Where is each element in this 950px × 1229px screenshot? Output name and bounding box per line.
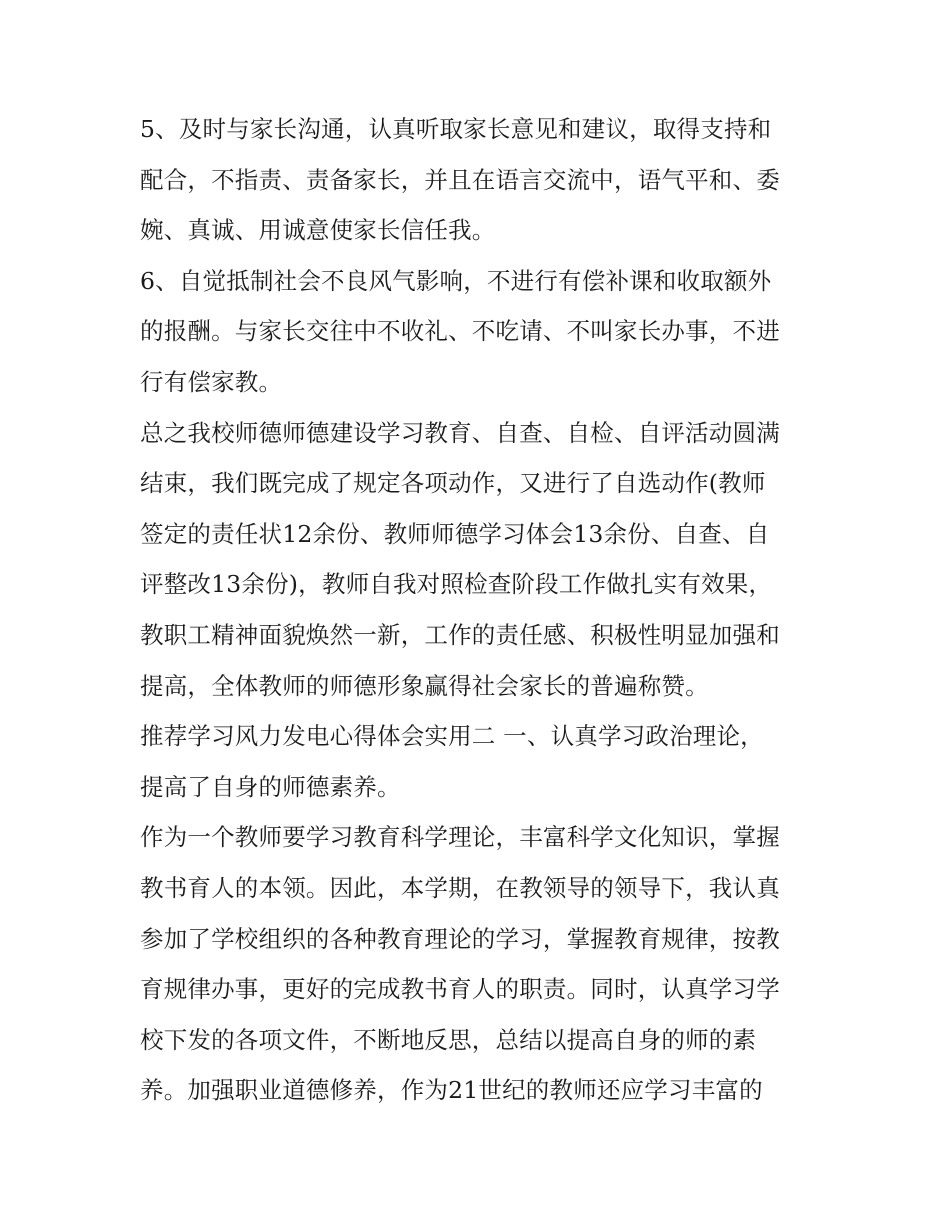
text-line: 教职工精神面貌焕然一新，工作的责任感、积极性明显加强和	[140, 620, 780, 649]
text-line: 参加了学校组织的各种教育理论的学习，掌握教育规律，按教	[140, 924, 780, 953]
text-line: 总之我校师德师德建设学习教育、自查、自检、自评活动圆满	[140, 418, 780, 447]
text-line: 结束，我们既完成了规定各项动作，又进行了自选动作(教师	[140, 469, 766, 498]
text-line: 提高了自身的师德素养。	[140, 772, 401, 801]
text-line: 6、自觉抵制社会不良风气影响，不进行有偿补课和收取额外	[140, 266, 772, 295]
text-line: 育规律办事，更好的完成教书育人的职责。同时，认真学习学	[140, 975, 780, 1004]
text-line: 行有偿家教。	[140, 367, 283, 396]
text-line: 提高，全体教师的师德形象赢得社会家长的普遍称赞。	[140, 671, 709, 700]
text-line: 的报酬。与家长交往中不收礼、不吃请、不叫家长办事，不进	[140, 317, 780, 346]
text-line: 5、及时与家长沟通，认真听取家长意见和建议，取得支持和	[140, 115, 772, 143]
text-line: 养。加强职业道德修养，作为21世纪的教师还应学习丰富的	[140, 1076, 763, 1105]
text-line: 推荐学习风力发电心得体会实用二 一、认真学习政治理论，	[140, 722, 764, 751]
text-line: 配合，不指责、责备家长，并且在语言交流中，语气平和、委	[140, 165, 780, 194]
text-line: 教书育人的本领。因此，本学期，在教领导的领导下，我认真	[140, 873, 780, 902]
text-line: 婉、真诚、用诚意使家长信任我。	[140, 216, 496, 245]
text-line: 校下发的各项文件，不断地反思，总结以提高自身的师的素	[140, 1025, 757, 1054]
text-line: 作为一个教师要学习教育科学理论，丰富科学文化知识，掌握	[140, 823, 780, 852]
text-line: 签定的责任状12余份、教师师德学习体会13余份、自查、自	[140, 519, 770, 548]
text-line: 评整改13余份)，教师自我对照检查阶段工作做扎实有效果，	[140, 570, 773, 599]
document-body	[140, 104, 820, 1116]
